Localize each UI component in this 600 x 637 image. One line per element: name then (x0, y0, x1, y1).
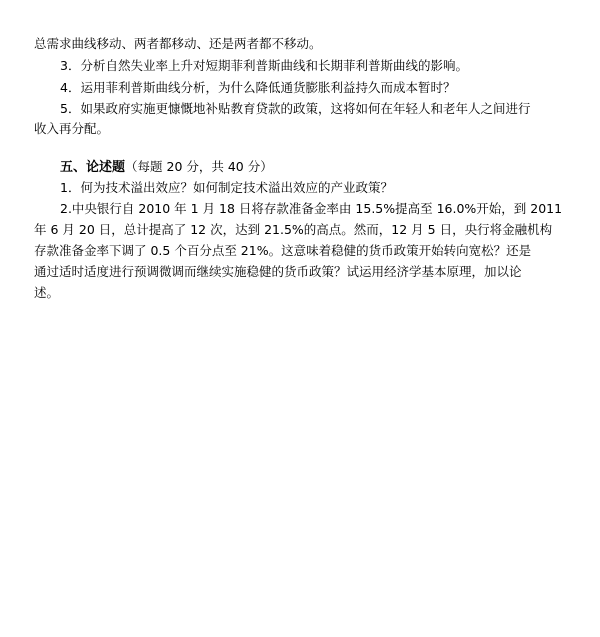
section-score-note: （每题 20 分，共 40 分） (125, 159, 273, 174)
essay-question-2-line-3: 存款准备金率下调了 0.5 个百分点至 21%。这意味着稳健的货币政策开始转向宽松？还是 (34, 243, 532, 258)
question-4: 4．运用菲利普斯曲线分析，为什么降低通货膨胀利益持久而成本暂时？ (60, 80, 456, 95)
question-continuation: 总需求曲线移动、两者都移动、还是两者都不移动。 (34, 36, 322, 51)
question-5-line-2: 收入再分配。 (34, 121, 110, 136)
essay-question-1: 1．何为技术溢出效应？如何制定技术溢出效应的产业政策？ (60, 180, 393, 195)
question-5-line-1: 5．如果政府实施更慷慨地补贴教育贷款的政策，这将如何在年轻人和老年人之间进行 (60, 101, 531, 116)
essay-question-2-line-5: 述。 (34, 285, 60, 300)
section-title: 五、论述题 (60, 160, 126, 175)
essay-question-2-line-2: 年 6 月 20 日，总计提高了 12 次，达到 21.5%的高点。然而，12 月 5 日，央行将金融机构 (34, 222, 553, 237)
section-heading (60, 159, 273, 176)
essay-question-2-line-1: 2.中央银行自 2010 年 1 月 18 日将存款准备金率由 15.5%提高至 16.0%开始，到 2011 (60, 201, 563, 216)
question-3: 3．分析自然失业率上升对短期菲利普斯曲线和长期菲利普斯曲线的影响。 (60, 58, 468, 73)
essay-question-2-line-4: 通过适时适度进行预调微调而继续实施稳健的货币政策？试运用经济学基本原理，加以论 (34, 264, 522, 279)
